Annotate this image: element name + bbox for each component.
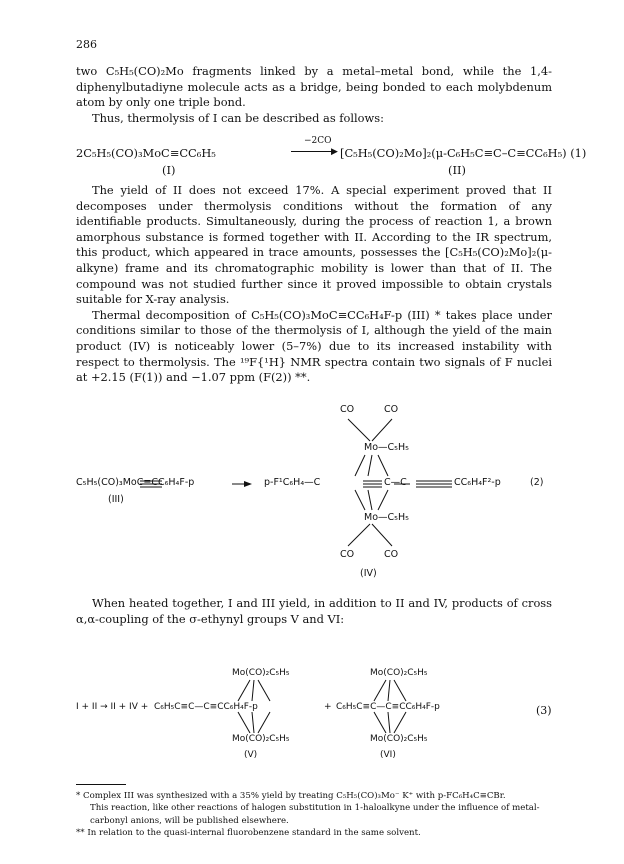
compound-label-i: (I) xyxy=(162,163,176,177)
co-ligand-top-left: CO xyxy=(340,404,355,415)
footnote-1-continued: This reaction, like other reactions of halogen substitution in 1-haloalkyne under the influence of metal-carbonyl anions, will be published elsewhere. xyxy=(90,803,540,826)
paragraph-4: Thermal decomposition of C₅H₅(CO)₃MoC≡CC₆H₄F-p (III) * takes place under conditions similar to those of the thermolysis of I, although the yield of the main product (IV) is noticeably lower (5–7%) due to its increased instability with respect to thermolysis. The ¹⁹F{¹H} NMR spectra contain two signals of F nuclei at +2.15 (F(1)) and −1.07 ppm (F(2)) **. xyxy=(76,307,552,385)
equation-1-arrow-label: −2CO xyxy=(304,136,332,146)
co-ligand-bottom-left: CO xyxy=(340,549,355,560)
equation-1-lhs: 2C₅H₅(CO)₃MoC≡CC₆H₅ xyxy=(76,146,216,160)
scheme-3-lhs: I + II → II + IV + xyxy=(76,702,149,712)
scheme-3-plus: + xyxy=(324,702,332,712)
mo-v-top: Mo(CO)₂C₅H₅ xyxy=(232,668,290,678)
paragraph-5: When heated together, I and III yield, in addition to II and IV, products of cross α,α-coupling of the σ-ethynyl groups V and VI: xyxy=(76,596,552,626)
product-bridge: C—C xyxy=(384,477,407,488)
product-prefix: p-F¹C₆H₄—C xyxy=(264,477,321,488)
compound-label-v: (V) xyxy=(244,750,258,760)
compound-label-vi: (VI) xyxy=(380,750,396,760)
arrowhead-icon: ▶ xyxy=(331,147,338,157)
footnotes xyxy=(76,790,566,840)
footnote-1: * Complex III was synthesized with a 35% yield by treating C₅H₅(CO)₃Mo⁻ K⁺ with p-FC₆H₄C≡CBr. xyxy=(76,791,506,801)
co-ligand-top-right: CO xyxy=(384,404,399,415)
paragraph-1: two C₅H₅(CO)₂Mo fragments linked by a metal–metal bond, while the 1,4-diphenylbutadiyne molecule acts as a bridge, being bonded to each molybdenum atom by only one triple bond. xyxy=(76,64,552,110)
mo-top-group: Mo—C₅H₅ xyxy=(364,442,409,453)
paragraph-2: Thus, thermolysis of I can be described as follows: xyxy=(92,110,384,125)
reactant-label-iii: (III) xyxy=(108,494,124,505)
product-label-iv: (IV) xyxy=(360,568,377,579)
mo-v-bottom: Mo(CO)₂C₅H₅ xyxy=(232,734,290,744)
compound-label-ii: (II) xyxy=(448,163,466,177)
product-suffix: CC₆H₄F²-p xyxy=(454,477,501,488)
equation-1-rhs: [C₅H₅(CO)₂Mo]₂(μ-C₆H₅C≡C–C≡CC₆H₅) (1) xyxy=(340,146,587,160)
chain-vi: C₆H₅C≡C—C≡CC₆H₄F-p xyxy=(336,702,440,712)
page-number: 286 xyxy=(76,38,97,51)
mo-vi-top: Mo(CO)₂C₅H₅ xyxy=(370,668,428,678)
equation-2-number: (2) xyxy=(530,477,544,488)
reactant-iii: C₅H₅(CO)₃MoC≡CC₆H₄F-p xyxy=(76,477,195,488)
mo-bottom-group: Mo—C₅H₅ xyxy=(364,512,409,523)
equation-3-number: (3) xyxy=(536,704,552,717)
paragraph-3: The yield of II does not exceed 17%. A special experiment proved that II decomposes under thermolysis conditions without the formation of any identifiable products. Simultaneously, during the process of reaction 1, a brown amorphous substance is formed together with II. According to the IR spectrum, this product, which appeared in trace amounts, possesses the [C₅H₅(CO)₂Mo]₂(μ-alkyne) frame and its chromatographic mobility is lower than that of II. The compound was not studied further since it proved impossible to obtain crystals suitable for X-ray analysis. xyxy=(76,183,552,307)
footnote-divider xyxy=(76,784,126,785)
mo-vi-bottom: Mo(CO)₂C₅H₅ xyxy=(370,734,428,744)
co-ligand-bottom-right: CO xyxy=(384,549,399,560)
chain-v: C₆H₅C≡C—C≡CC₆H₄F-p xyxy=(154,702,258,712)
footnote-2: ** In relation to the quasi-internal fluorobenzene standard in the same solvent. xyxy=(76,828,421,839)
